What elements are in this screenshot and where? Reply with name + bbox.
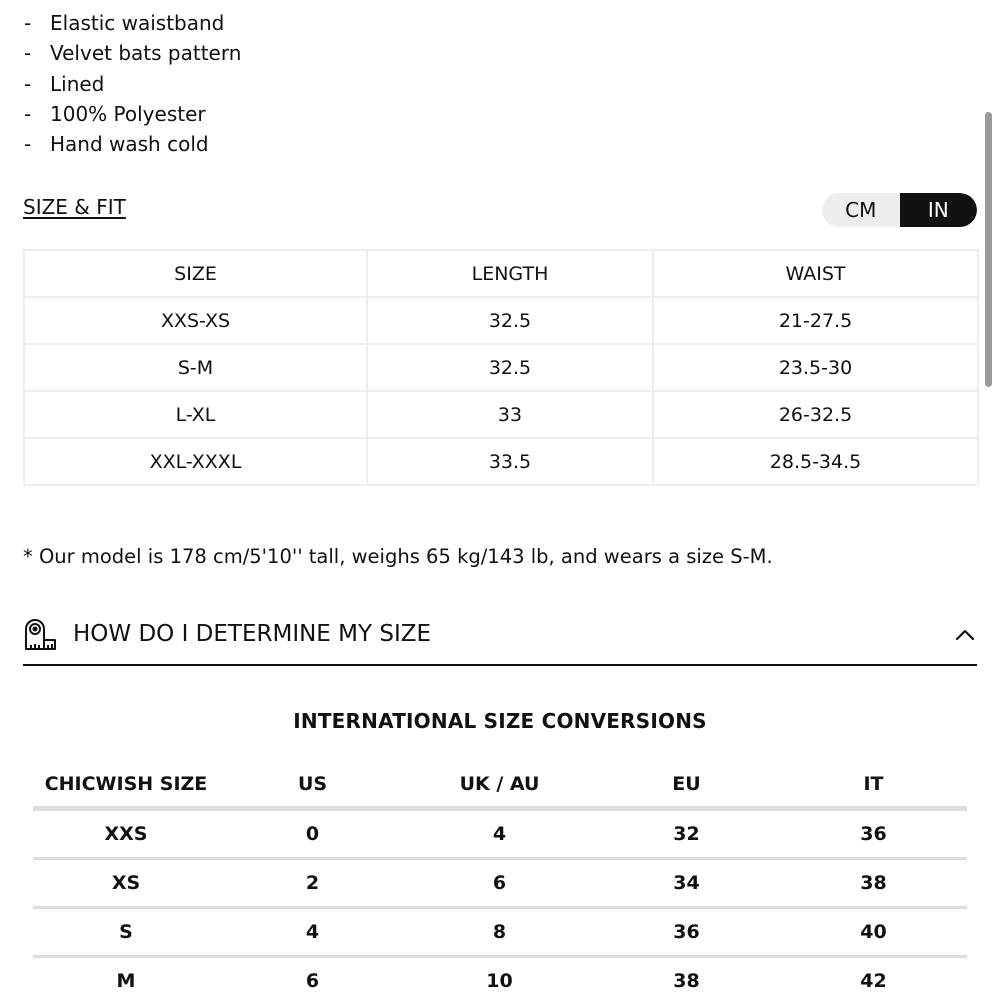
bullet-dash: - xyxy=(24,41,32,66)
column-header-waist: WAIST xyxy=(653,250,978,297)
feature-text: Velvet bats pattern xyxy=(50,41,242,66)
bullet-dash: - xyxy=(24,71,32,96)
unit-option-cm[interactable]: CM xyxy=(845,198,877,222)
cell-it: 40 xyxy=(780,908,967,957)
product-features-list xyxy=(24,8,241,159)
table-row xyxy=(24,297,978,344)
cell-eu: 38 xyxy=(593,957,780,1000)
cell-length: 33.5 xyxy=(367,438,653,485)
feature-text: Lined xyxy=(50,71,105,96)
cell-waist: 23.5-30 xyxy=(653,344,978,391)
table-row xyxy=(33,908,967,957)
feature-text: Hand wash cold xyxy=(50,132,209,157)
cell-uk-au: 8 xyxy=(406,908,593,957)
unit-option-in[interactable]: IN xyxy=(900,193,978,227)
cell-length: 32.5 xyxy=(367,344,653,391)
cell-uk-au: 10 xyxy=(406,957,593,1000)
cell-size: XXL-XXXL xyxy=(24,438,367,485)
cell-us: 6 xyxy=(219,957,406,1000)
list-item xyxy=(24,69,241,99)
column-header-size: SIZE xyxy=(24,250,367,297)
scrollbar[interactable] xyxy=(985,112,992,387)
unit-toggle xyxy=(822,193,977,227)
cell-waist: 26-32.5 xyxy=(653,391,978,438)
list-item xyxy=(24,129,241,159)
table-header-row xyxy=(24,250,978,297)
table-row xyxy=(24,344,978,391)
cell-waist: 21-27.5 xyxy=(653,297,978,344)
size-guide-accordion-header[interactable] xyxy=(23,614,977,666)
cell-size: XXS-XS xyxy=(24,297,367,344)
table-header-row xyxy=(33,762,967,809)
model-size-note: * Our model is 178 cm/5'10'' tall, weighs 65 kg/143 lb, and wears a size S-M. xyxy=(23,545,773,568)
cell-length: 33 xyxy=(367,391,653,438)
table-row xyxy=(24,438,978,485)
cell-it: 36 xyxy=(780,809,967,859)
cell-uk-au: 4 xyxy=(406,809,593,859)
column-header-eu: EU xyxy=(593,762,780,809)
cell-eu: 36 xyxy=(593,908,780,957)
cell-chicwish-size: XXS xyxy=(33,809,219,859)
list-item xyxy=(24,38,241,68)
table-row xyxy=(33,809,967,859)
column-header-us: US xyxy=(219,762,406,809)
cell-it: 42 xyxy=(780,957,967,1000)
column-header-length: LENGTH xyxy=(367,250,653,297)
bullet-dash: - xyxy=(24,132,32,157)
list-item xyxy=(24,99,241,129)
cell-us: 4 xyxy=(219,908,406,957)
cell-size: L-XL xyxy=(24,391,367,438)
feature-text: Elastic waistband xyxy=(50,11,225,36)
table-row xyxy=(33,859,967,908)
bullet-dash: - xyxy=(24,11,32,36)
column-header-chicwish-size: CHICWISH SIZE xyxy=(33,762,219,809)
bullet-dash: - xyxy=(24,102,32,127)
column-header-uk-au: UK / AU xyxy=(406,762,593,809)
cell-us: 2 xyxy=(219,859,406,908)
cell-waist: 28.5-34.5 xyxy=(653,438,978,485)
cell-chicwish-size: S xyxy=(33,908,219,957)
size-fit-table xyxy=(23,249,979,486)
table-row xyxy=(33,957,967,1000)
measuring-tape-icon xyxy=(23,617,57,651)
cell-size: S-M xyxy=(24,344,367,391)
cell-us: 0 xyxy=(219,809,406,859)
size-conversions-title: INTERNATIONAL SIZE CONVERSIONS xyxy=(293,709,707,733)
cell-eu: 34 xyxy=(593,859,780,908)
cell-length: 32.5 xyxy=(367,297,653,344)
table-row xyxy=(24,391,978,438)
chevron-up-icon[interactable] xyxy=(953,624,977,644)
cell-chicwish-size: XS xyxy=(33,859,219,908)
size-conversions-table xyxy=(33,762,967,1000)
size-fit-link[interactable]: SIZE & FIT xyxy=(23,195,126,219)
cell-uk-au: 6 xyxy=(406,859,593,908)
cell-chicwish-size: M xyxy=(33,957,219,1000)
feature-text: 100% Polyester xyxy=(50,102,206,127)
cell-eu: 32 xyxy=(593,809,780,859)
accordion-title: HOW DO I DETERMINE MY SIZE xyxy=(73,621,432,647)
cell-it: 38 xyxy=(780,859,967,908)
column-header-it: IT xyxy=(780,762,967,809)
list-item xyxy=(24,8,241,38)
